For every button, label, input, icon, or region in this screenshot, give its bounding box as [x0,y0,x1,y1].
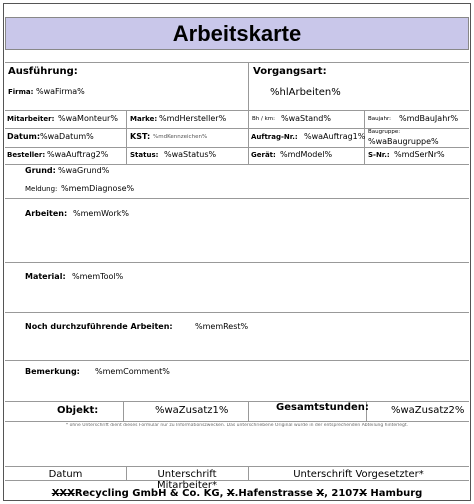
divider [248,110,249,164]
vorgangsart-value: %hlArbeiten% [270,87,341,98]
baugruppe-label: Baugruppe: [368,129,401,135]
datum-value: %waDatum% [40,132,94,141]
meldung-label: Meldung: [25,185,58,193]
signature-datum: Datum [48,469,83,480]
divider [5,147,469,148]
divider [5,466,469,467]
baujahr-label: Baujahr: [368,116,392,122]
footer-street: .Hafenstrasse [234,488,313,499]
divider [5,62,469,63]
divider [5,262,469,263]
datum-label: Datum: [7,132,41,141]
marke-label: Marke: [130,115,158,123]
snr-label: S-Nr.: [368,151,390,159]
marke-value: %mdHersteller% [159,114,227,123]
firma-value: %waFirma% [36,87,85,96]
baujahr-value: %mdBauJahr% [399,114,459,123]
status-label: Status: [130,151,159,159]
divider [5,401,469,402]
grund-value: %waGrund% [58,166,110,175]
divider [5,312,469,313]
auftrag-label: Auftrag-Nr.: [251,133,298,141]
geraet-label: Gerät: [251,151,276,159]
divider [5,198,469,199]
footer-address [0,488,474,499]
auftrag-value: %waAuftrag1% [304,132,366,141]
objekt-label: Objekt: [57,405,99,416]
gesamtstunden-label: Gesamtstunden: [276,402,369,413]
besteller-label: Besteller: [7,151,46,159]
arbeiten-value: %memWork% [73,209,129,218]
title-bar [5,17,469,50]
divider [248,401,249,421]
bh-value: %waStand% [281,114,331,123]
disclaimer-note: * ohne Unterschrift dient dieses Formular nur zu Informationszwecken. Das unterschriebene Original wurde in der entsprechenden Abteilung hinterlegt. [65,423,409,428]
kst-label: KST: [130,132,151,141]
footer-city-prefix: X [359,488,367,499]
material-label: Material: [25,272,66,281]
footer-company-prefix: XXX [51,488,75,499]
mitarbeiter-value: %waMonteur% [58,114,118,123]
footer-number-prefix: X [316,488,325,499]
divider [123,401,124,421]
divider [5,110,469,111]
kst-value: %mdKennzeichen% [153,134,208,140]
status-value: %waStatus% [164,150,217,159]
divider [126,110,127,164]
grund-label: Grund: [25,166,56,175]
material-value: %memTool% [72,272,124,281]
divider [5,360,469,361]
footer-number: , 2107 [324,488,360,499]
besteller-value: %waAuftrag2% [47,150,109,159]
footer-street-prefix: X [226,488,235,499]
geraet-value: %mdModel% [280,150,333,159]
snr-value: %mdSerNr% [394,150,445,159]
divider [248,62,249,110]
mitarbeiter-label: Mitarbeiter: [7,115,55,123]
noch-value: %memRest% [195,322,249,331]
gesamtstunden-value: %waZusatz2% [391,405,465,416]
bh-label: Bh / km: [252,116,276,122]
page-title: Arbeitskarte [172,20,302,46]
baugruppe-value: %waBaugruppe% [368,137,439,146]
footer-city: Hamburg [370,488,423,499]
objekt-value: %waZusatz1% [155,405,229,416]
footer-company: Recycling GmbH & Co. KG, [74,488,224,499]
bemerkung-label: Bemerkung: [25,367,80,376]
ausfuehrung-label: Ausführung: [8,66,78,77]
signature-vorgesetzter: Unterschrift Vorgesetzter* [293,469,424,480]
divider [5,421,469,422]
vorgangsart-label: Vorgangsart: [253,66,327,77]
divider [5,164,469,165]
firma-label: Firma: [8,88,34,96]
arbeiten-label: Arbeiten: [25,209,68,218]
bemerkung-value: %memComment% [95,367,170,376]
meldung-value: %memDiagnose% [61,184,135,193]
signature-mitarbeiter: Unterschrift Mitarbeiter* [156,469,218,491]
noch-label: Noch durchzuführende Arbeiten: [25,322,173,331]
